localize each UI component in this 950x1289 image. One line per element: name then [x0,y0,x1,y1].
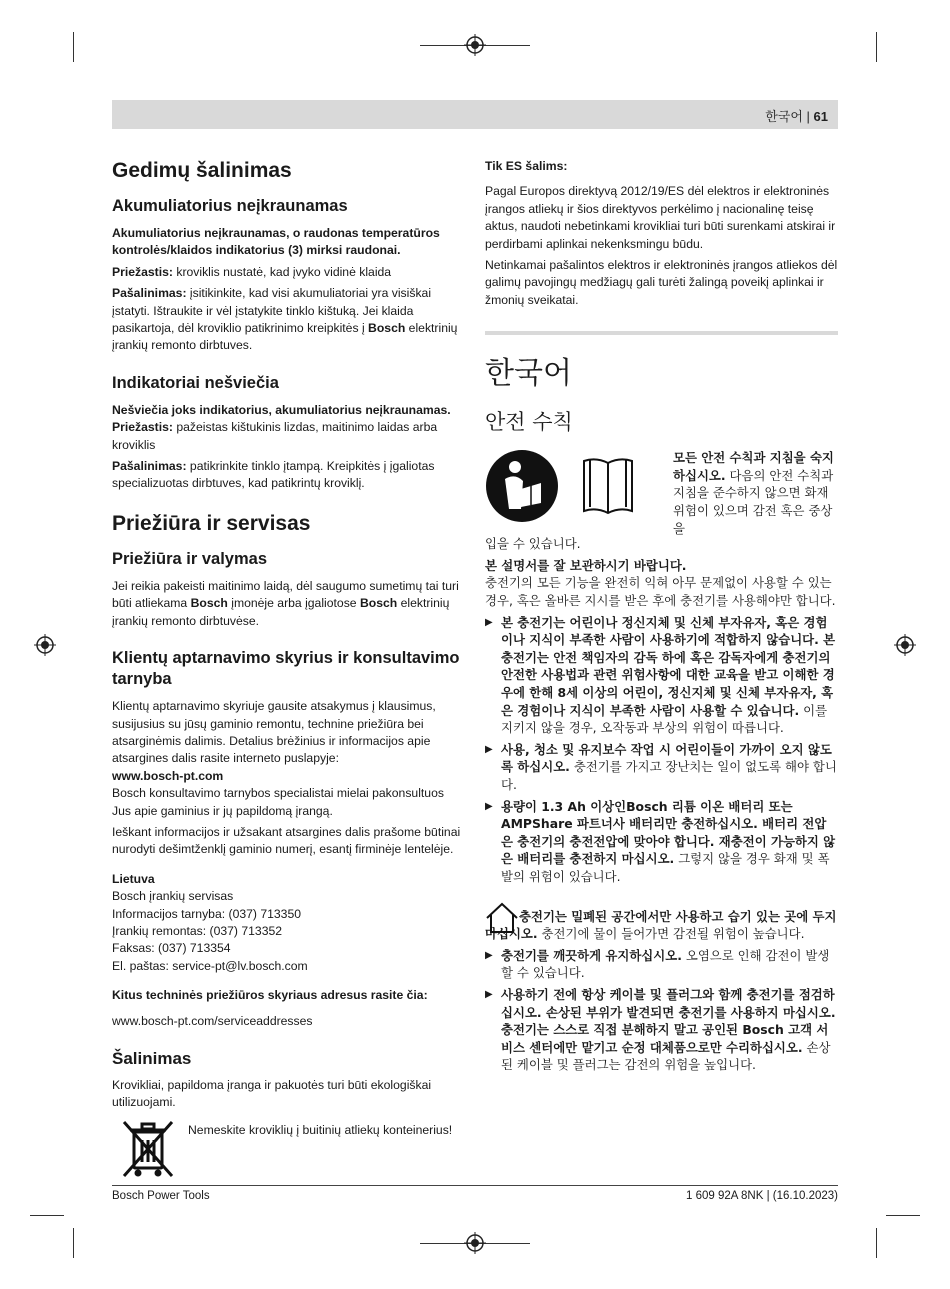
label: Priežastis: [112,264,173,279]
text: pažeistas kištukinis lizdas, maitinimo laidas arba kroviklis [112,420,438,452]
list-item [485,798,838,886]
registration-mark-icon [34,634,56,656]
brand: Bosch [190,596,228,611]
text: 손상된 케이블 및 플러그는 감전의 위험을 높입니다. [501,1039,831,1073]
list-item [485,741,838,794]
header-label: 한국어 | 61 [765,109,828,124]
country-label: Lietuva [112,871,155,886]
text: elektrinių įrankių remonto dirbtuves. [112,321,458,353]
crop-mark [876,32,877,62]
other-addresses-label: Kitus techninės priežiūros skyriaus adresus rasite čia: [112,988,428,1003]
heading-indicators-off: Indikatoriai nešviečia [112,373,279,392]
header-language: 한국어 [765,109,803,124]
heading-troubleshooting: Gedimų šalinimas [112,159,292,182]
crossed-bin-icon [120,1118,176,1190]
text: 다음의 안전 수칙과 지침을 준수하지 않으면 화재 위험이 있으며 감전 혹은 중상을 [673,467,834,536]
addr-line: Įrankių remontas: (037) 713352 [112,923,283,938]
left-column [112,158,464,1198]
crop-mark [876,1228,877,1258]
bold: 모든 안전 수칙과 지침을 숙지하십시오. [673,450,834,483]
safety-pictograms [485,449,838,535]
footer-brand: Bosch Power Tools [112,1190,210,1202]
indoor-use-warning [485,908,838,943]
text: elektrinių įrankių remonto dirbtuvėse. [112,596,450,628]
bold: 사용하기 전에 항상 케이블 및 플러그와 함께 충전기를 점검하십시오. 손상된 부위가 발견되면 충전기를 사용하지 마십시오. 충전기는 스스로 직접 분해하지 말고 공인된 Bosch 고객 서비스 센터에만 맡기고 순정 대체품으로만 수리하십시오. [501,986,836,1055]
s5-p1: Krovikliai, papildoma įranga ir pakuotės turi būti ekologiškai utilizuojami. [112,1078,432,1110]
bold: 충전기는 밀폐된 공간에서만 사용하고 습기 있는 곳에 두지 마십시오. [485,908,837,942]
safety-list-2 [485,947,838,1074]
addr-line: Faksas: (037) 713354 [112,941,231,956]
read-instructions-text [673,449,838,537]
indoor-house-icon [485,902,519,934]
page-header [112,100,838,129]
heading-maintenance: Priežiūra ir valymas [112,549,268,568]
addr-line: Bosch įrankių servisas [112,889,234,904]
bold: 사용, 청소 및 유지보수 작업 시 어린이들이 가까이 오지 않도록 하십시오. [501,741,832,775]
label: Priežastis: [112,420,173,435]
registration-mark-icon [894,634,916,656]
brand: Bosch [368,321,406,336]
list-item [485,986,838,1074]
eu-label: Tik ES šalims: [485,159,568,173]
s1-lead: Akumuliatorius neįkraunamas, o raudonas temperatūros kontrolės/klaidos indikatorius (3) mirksi raudonai. [112,226,440,258]
bold: 충전기를 깨끗하게 유지하십시오. [501,947,682,963]
s2-fix [112,458,464,493]
s3-text [112,578,464,630]
bold: 본 충전기는 어린이나 정신지체 및 신체 부자유자, 혹은 경험이나 지식이 부족한 사람이 사용하기에 적합하지 않습니다. 본 충전기는 안전 책임자의 감독 하에 혹은 감독자에게 충전기의 안전한 사용법과 관련 위험사항에 대한 교육을 받고 이해한 경우에 한해 8세 이상의 어린이, 정신지체 및 신체 부자유자, 혹은 경험이나 지식이 부족한 사람이 사용할 수 있습니다. [501,614,836,718]
text: kroviklis nustatė, kad įvyko vidinė klaida [172,264,392,279]
bold: 용량이 1.3 Ah 이상인Bosch 리튬 이온 배터리 또는 AMPShare 파트너사 배터리만 충전하십시오. 배터리 전압은 충전기의 충전전압에 맞아야 합니다. 재충전이 가능하지 않은 배터리를 충전하지 마십시오. [501,798,836,867]
other-addresses-url[interactable]: www.bosch-pt.com/serviceaddresses [112,1013,313,1028]
crop-mark [73,32,74,62]
label: Pašalinimas: [112,286,187,301]
list-item [485,947,838,982]
text: 이를 지키지 않을 경우, 오작동과 부상의 위험이 따릅니다. [501,702,828,736]
eu-p1: Pagal Europos direktyvą 2012/19/ES dėl elektros ir elektroninės įrangos atliekų ir šios direktyvos perkėlimo į nacionalinę teisę aktus, naudoti nebetinkami krovikliai turi būti surenkami atskirai ir perdirbami aplinkai nekenksmingu būdu. [485,184,836,251]
s4-p2: Bosch konsultavimo tarnybos specialistai mielai pakonsultuos Jus apie gaminius ir jų papildomą įrangą. [112,786,444,818]
s2-lead: Nešviečia joks indikatorius, akumuliatorius neįkraunamas. [112,402,451,417]
s4-p1: Klientų aptarnavimo skyriuje gausite atsakymus į klausimus, susijusius su jūsų gaminio remontu, technine priežiūra bei atsarginėmis dalimis. Detalius brėžinius ir informacijos apie atsargines dalis rasite interneto puslapyje: [112,699,436,766]
heading-battery-not-charging: Akumuliatorius neįkraunamas [112,197,348,215]
korean-title: 한국어 [485,356,572,392]
right-column [485,158,838,1078]
eu-p2: Netinkamai pašalintos elektros ir elektroninės įrangos atliekos dėl galimų pavojingų medžiagų gali turėti žalingą poveikį aplinkai ir žmonių sveikatai. [485,258,838,307]
heading-customer-service: Klientų aptarnavimo skyrius ir konsultavimo tarnyba [112,649,460,689]
crop-mark [886,1215,920,1216]
text: 충전기에 물이 들어가면 감전될 위험이 높습니다. [537,926,805,942]
keep-manual: 본 설명서를 잘 보관하시기 바랍니다. [485,557,687,573]
korean-safety-heading: 안전 수칙 [485,410,573,435]
read-manual-icon [485,449,559,523]
footer-rule [112,1185,838,1186]
heading-service: Priežiūra ir servisas [112,511,311,535]
section-divider [485,331,838,335]
addr-line: Informacijos tarnyba: (037) 713350 [112,906,302,921]
crop-mark [73,1228,74,1258]
text: įsitikinkite, kad visi akumuliatoriai yra visiškai įstatyti. Ištraukite ir vėl įstatykite tinklo kištuką. Jei klaida pasikartoja, dėl kroviklio patikrinimo kreipkitės į [112,286,432,336]
text: įmonėje arba įgaliotose [227,596,360,611]
crop-mark [30,1215,64,1216]
brand: Bosch [359,596,398,611]
keep-manual-text: 충전기의 모든 기능을 완전히 익혀 아무 문제없이 사용할 수 있는 경우, 혹은 올바른 지시를 받은 후에 충전기를 사용해야만 합니다. [485,575,836,609]
text: patikrinkite tinklo įtampą. Kreipkitės į įgaliotas specializuotas dirbtuves, kad patikrintų kroviklį. [112,459,435,491]
heading-disposal: Šalinimas [112,1049,192,1068]
registration-mark-icon [464,1232,486,1254]
read-instructions-cont: 입을 수 있습니다. [485,536,581,552]
list-item [485,614,838,737]
s1-cause [112,264,464,281]
registration-mark-icon [464,34,486,56]
safety-list [485,614,838,886]
text: 충전기를 가지고 장난치는 일이 없도록 해야 합니다. [501,759,837,792]
text: Jei reikia pakeisti maitinimo laidą, dėl saugumo sumetimų tai turi būti atliekama [112,578,459,611]
s1-fix [112,285,464,355]
bin-warning: Nemeskite kroviklių į buitinių atliekų konteinerius! [188,1122,453,1137]
s2-cause [112,419,464,454]
text: 그렇지 않을 경우 화재 및 폭발의 위험이 있습니다. [501,851,830,884]
footer-doc-number: 1 609 92A 8NK | (16.10.2023) [686,1190,838,1202]
book-icon [581,455,635,517]
s4-p3: Ieškant informacijos ir užsakant atsargines dalis prašome būtinai nurodyti dešimtženklį gaminio numerį, esantį firminėje lentelėje. [112,824,461,857]
label: Pašalinimas: [112,459,187,474]
indoor-text [485,908,838,943]
addr-line: El. paštas: service-pt@lv.bosch.com [112,958,308,973]
service-url[interactable]: www.bosch-pt.com [112,768,224,783]
text: 오염으로 인해 감전이 발생할 수 있습니다. [501,947,830,981]
page-number: 61 [813,109,828,124]
